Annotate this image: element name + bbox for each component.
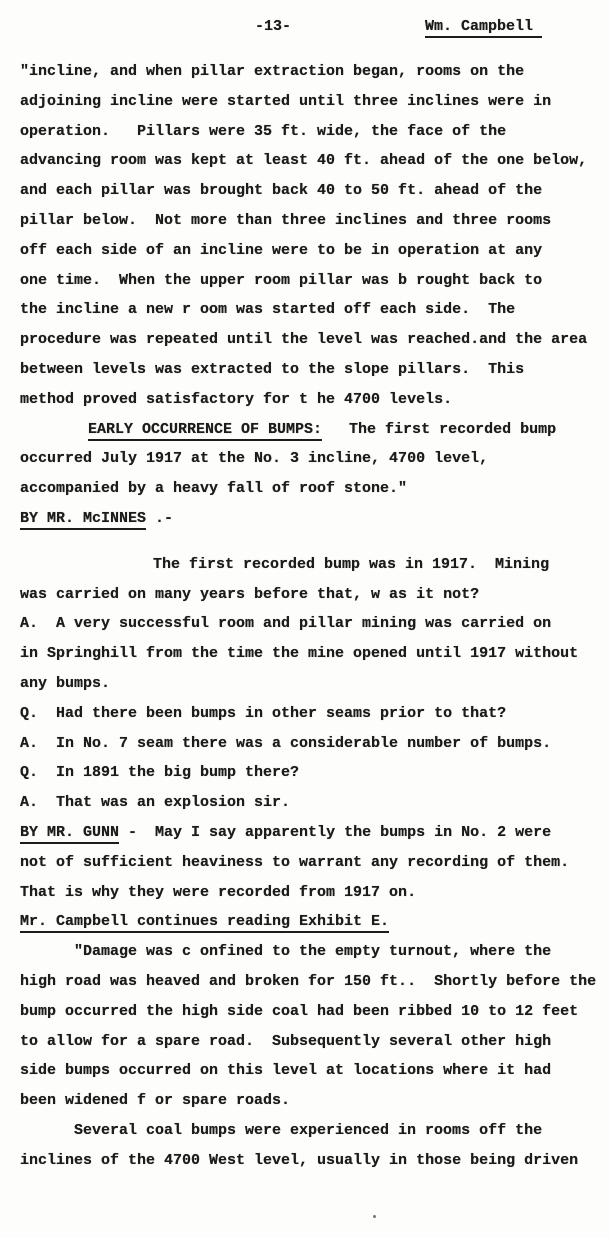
stray-mark — [373, 1215, 376, 1218]
section-heading-rest: The first recorded bump — [322, 420, 557, 438]
speaker-heading-rest: .- — [146, 509, 174, 527]
speaker-name: BY MR. GUNN — [20, 824, 119, 844]
text-line: been widened f or spare roads. — [20, 1092, 291, 1110]
text-line: high road was heaved and broken for 150 ft.. Shortly before the — [20, 972, 597, 990]
answer-line: A. In No. 7 seam there was a considerable number of bumps. — [20, 734, 552, 752]
speaker-heading-mcinnes — [20, 504, 606, 534]
witness-name: Wm. Campbell — [425, 18, 542, 38]
speaker-heading-gunn — [20, 818, 606, 848]
text-line: not of sufficient heaviness to warrant any recording of them. — [20, 853, 570, 871]
text-line: between levels was extracted to the slope pillars. This — [20, 360, 525, 378]
page-number: -13- — [255, 18, 292, 35]
text-line: procedure was repeated until the level was reached.and the area — [20, 331, 588, 349]
text-line: operation. Pillars were 35 ft. wide, the face of the — [20, 122, 507, 140]
text-line: accompanied by a heavy fall of roof stone." — [20, 480, 408, 498]
question-line: was carried on many years before that, w as it not? — [20, 585, 480, 603]
text-line: pillar below. Not more than three inclines and three rooms — [20, 211, 552, 229]
text-line: advancing room was kept at least 40 ft. ahead of the one below, — [20, 152, 588, 170]
text-line: one time. When the upper room pillar was b rought back to — [20, 271, 543, 289]
text-line: "incline, and when pillar extraction began, rooms on the — [20, 63, 525, 80]
answer-line: any bumps. — [20, 674, 111, 692]
text-line: off each side of an incline were to be in operation at any — [20, 241, 543, 259]
text-line: That is why they were recorded from 1917 on. — [20, 883, 417, 901]
answer-line: A. A very successful room and pillar mining was carried on — [20, 615, 552, 633]
text-line: and each pillar was brought back 40 to 50 ft. ahead of the — [20, 182, 543, 200]
page-header — [20, 16, 606, 46]
stage-direction-text: Mr. Campbell continues reading Exhibit E. — [20, 913, 389, 933]
text-line: to allow for a spare road. Subsequently several other high — [20, 1032, 552, 1050]
text-line: occurred July 1917 at the No. 3 incline, 4700 level, — [20, 450, 489, 468]
section-heading-early-bumps — [88, 415, 606, 445]
question-line: The first recorded bump was in 1917. Mining — [153, 555, 550, 573]
text-line: side bumps occurred on this level at locations where it had — [20, 1062, 552, 1080]
speaker-name: BY MR. McINNES — [20, 510, 146, 530]
stage-direction — [20, 907, 606, 937]
text-line: method proved satisfactory for t he 4700 levels. — [20, 390, 453, 408]
answer-line: in Springhill from the time the mine opened until 1917 without — [20, 645, 579, 663]
text-line: the incline a new r oom was started off each side. The — [20, 301, 516, 319]
answer-line: A. That was an explosion sir. — [20, 794, 291, 812]
document-body — [20, 57, 606, 1175]
text-line: bump occurred the high side coal had been ribbed 10 to 12 feet — [20, 1002, 579, 1020]
question-line: Q. Had there been bumps in other seams prior to that? — [20, 704, 507, 722]
text-line: Several coal bumps were experienced in rooms off the — [74, 1121, 543, 1139]
question-line: Q. In 1891 the big bump there? — [20, 764, 300, 782]
text-line: adjoining incline were started until three inclines were in — [20, 92, 552, 110]
text-line: inclines of the 4700 West level, usually in those being driven — [20, 1151, 579, 1169]
speaker-statement: - May I say apparently the bumps in No. 2 were — [119, 823, 552, 841]
text-line: "Damage was c onfined to the empty turnout, where the — [74, 943, 552, 961]
section-heading-label: EARLY OCCURRENCE OF BUMPS: — [88, 421, 322, 441]
